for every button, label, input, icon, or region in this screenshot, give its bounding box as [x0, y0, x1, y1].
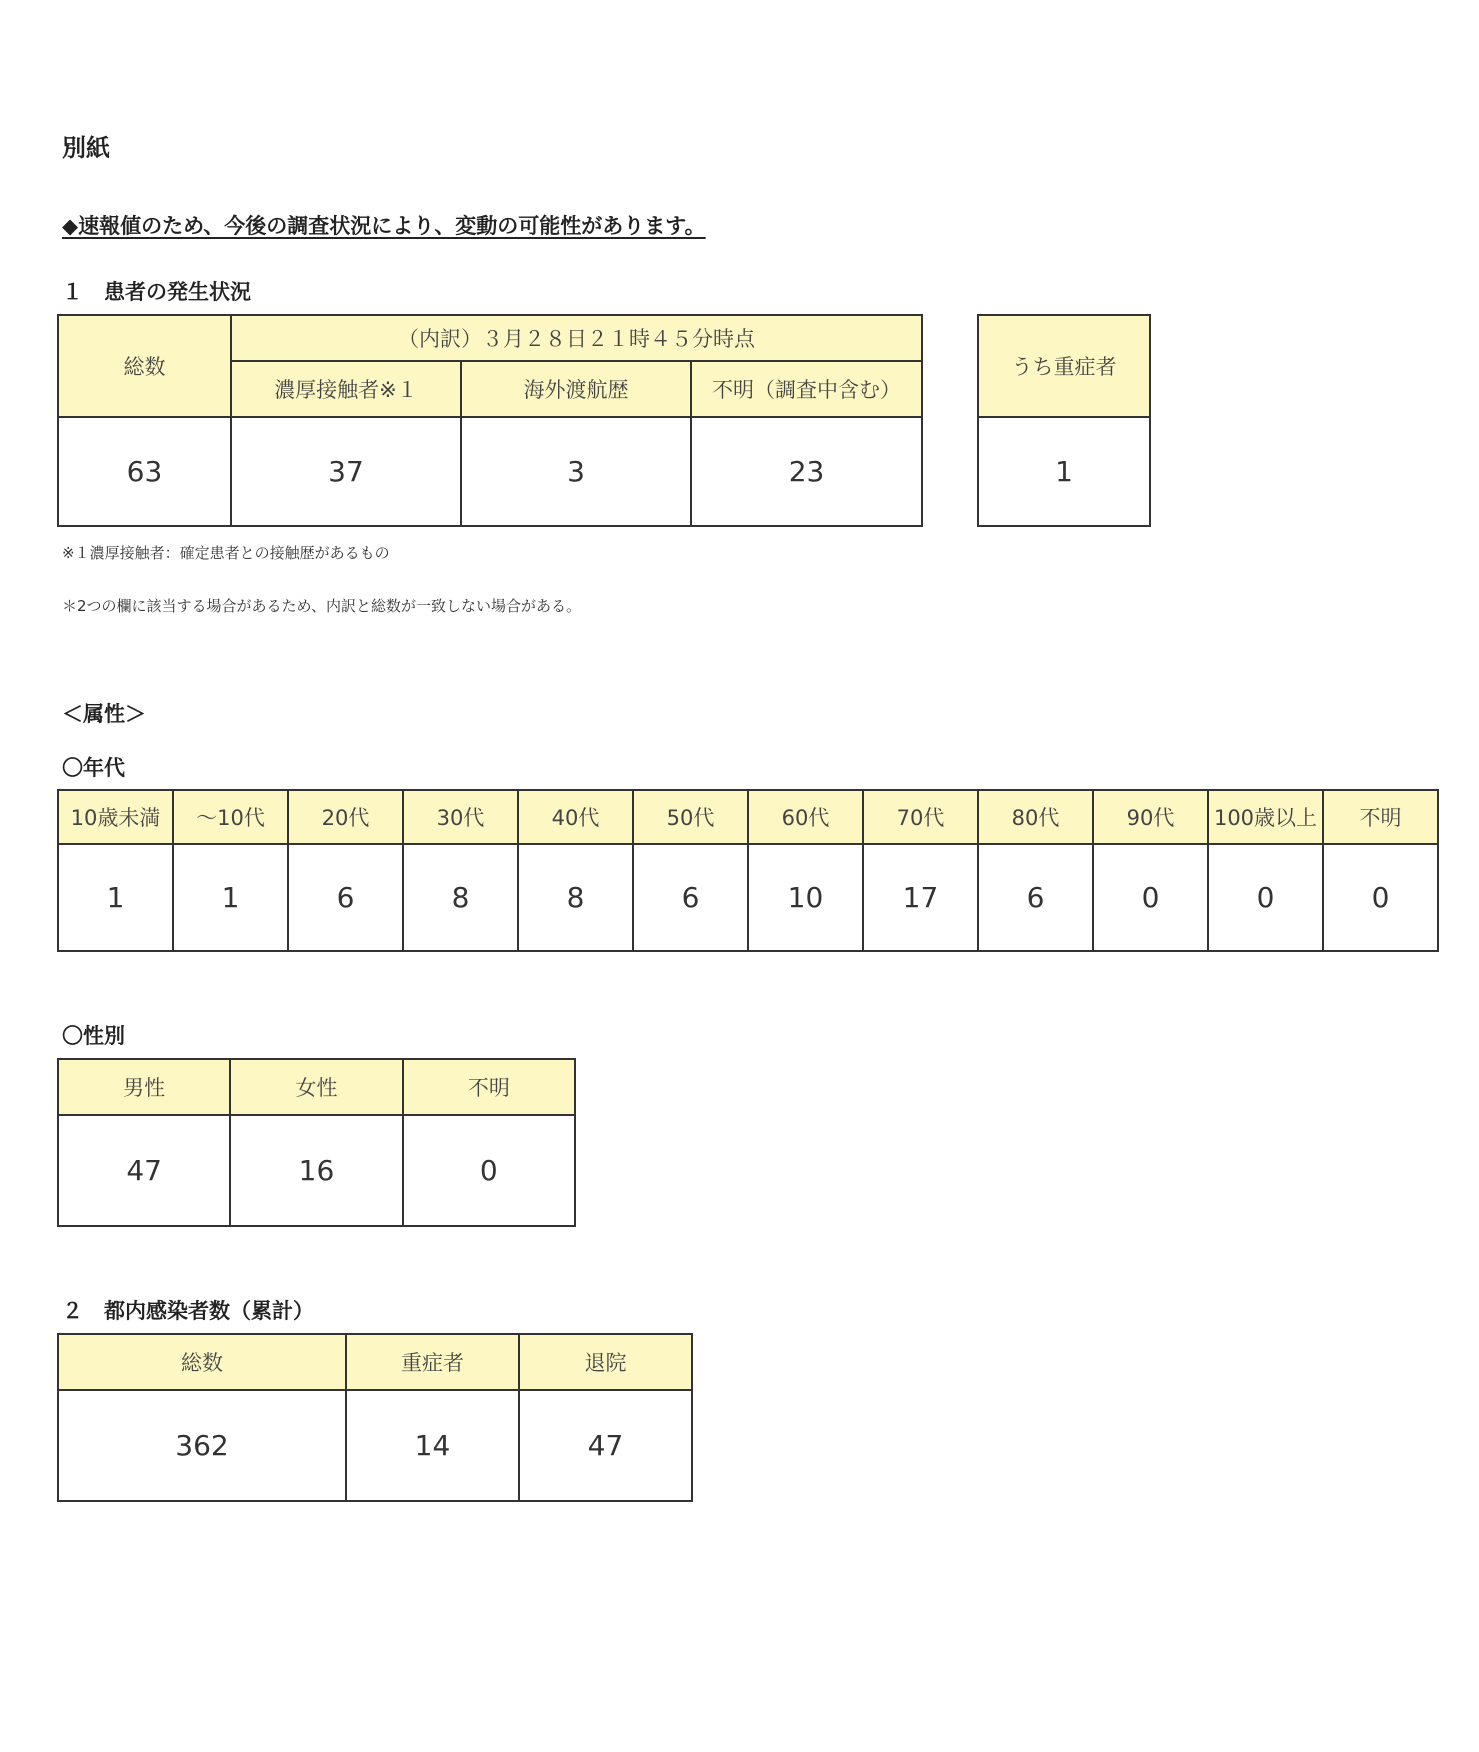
- attributes-heading: ＜属性＞: [62, 702, 146, 726]
- age-value-6: 6: [633, 844, 748, 951]
- unknown-header: 不明（調査中含む）: [691, 361, 922, 417]
- gender-header-2: 女性: [230, 1059, 402, 1115]
- cumulative-value-1: 362: [58, 1390, 346, 1501]
- age-value-10: 0: [1093, 844, 1208, 951]
- total-value: 63: [58, 417, 231, 526]
- gender-header-1: 男性: [58, 1059, 230, 1115]
- cumulative-value-3: 47: [519, 1390, 692, 1501]
- age-value-8: 17: [863, 844, 978, 951]
- footnote-mismatch: ＊2つの欄に該当する場合があるため、内訳と総数が一致しない場合がある。: [62, 597, 581, 615]
- overseas-value: 3: [461, 417, 691, 526]
- section1-heading: １ 患者の発生状況: [62, 280, 251, 304]
- section2-heading: ２ 都内感染者数（累計）: [62, 1299, 314, 1323]
- close-contact-header: 濃厚接触者※１: [231, 361, 461, 417]
- age-header-2: ～10代: [173, 790, 288, 844]
- age-table: [57, 789, 1439, 952]
- age-header-6: 50代: [633, 790, 748, 844]
- severe-header: うち重症者: [978, 315, 1150, 417]
- age-value-3: 6: [288, 844, 403, 951]
- gender-table: [57, 1058, 576, 1227]
- age-header-10: 90代: [1093, 790, 1208, 844]
- age-value-7: 10: [748, 844, 863, 951]
- severe-value: 1: [978, 417, 1150, 526]
- age-header-3: 20代: [288, 790, 403, 844]
- age-header-4: 30代: [403, 790, 518, 844]
- close-contact-value: 37: [231, 417, 461, 526]
- footnote-close-contact: ※１濃厚接触者：確定患者との接触歴があるもの: [62, 544, 390, 562]
- age-header-12: 不明: [1323, 790, 1438, 844]
- age-value-1: 1: [58, 844, 173, 951]
- cumulative-table: [57, 1333, 693, 1502]
- age-value-11: 0: [1208, 844, 1323, 951]
- age-header-5: 40代: [518, 790, 633, 844]
- unknown-value: 23: [691, 417, 922, 526]
- age-value-9: 6: [978, 844, 1093, 951]
- breakdown-header: （内訳）３月２８日２１時４５分時点: [231, 315, 922, 361]
- age-heading: 〇年代: [62, 756, 125, 780]
- gender-heading: 〇性別: [62, 1024, 125, 1048]
- age-header-7: 60代: [748, 790, 863, 844]
- gender-value-3: 0: [403, 1115, 575, 1226]
- total-header: 総数: [58, 315, 231, 417]
- gender-header-3: 不明: [403, 1059, 575, 1115]
- age-value-5: 8: [518, 844, 633, 951]
- age-value-2: 1: [173, 844, 288, 951]
- cumulative-header-1: 総数: [58, 1334, 346, 1390]
- age-value-4: 8: [403, 844, 518, 951]
- age-value-12: 0: [1323, 844, 1438, 951]
- age-header-8: 70代: [863, 790, 978, 844]
- severe-table: [977, 314, 1151, 527]
- preliminary-notice: ◆速報値のため、今後の調査状況により、変動の可能性があります。: [62, 214, 706, 238]
- cumulative-value-2: 14: [346, 1390, 519, 1501]
- cumulative-header-3: 退院: [519, 1334, 692, 1390]
- patient-status-table: [57, 314, 923, 527]
- overseas-header: 海外渡航歴: [461, 361, 691, 417]
- age-header-1: 10歳未満: [58, 790, 173, 844]
- page-title: 別紙: [62, 134, 110, 162]
- age-header-11: 100歳以上: [1208, 790, 1323, 844]
- gender-value-1: 47: [58, 1115, 230, 1226]
- cumulative-header-2: 重症者: [346, 1334, 519, 1390]
- age-header-9: 80代: [978, 790, 1093, 844]
- gender-value-2: 16: [230, 1115, 402, 1226]
